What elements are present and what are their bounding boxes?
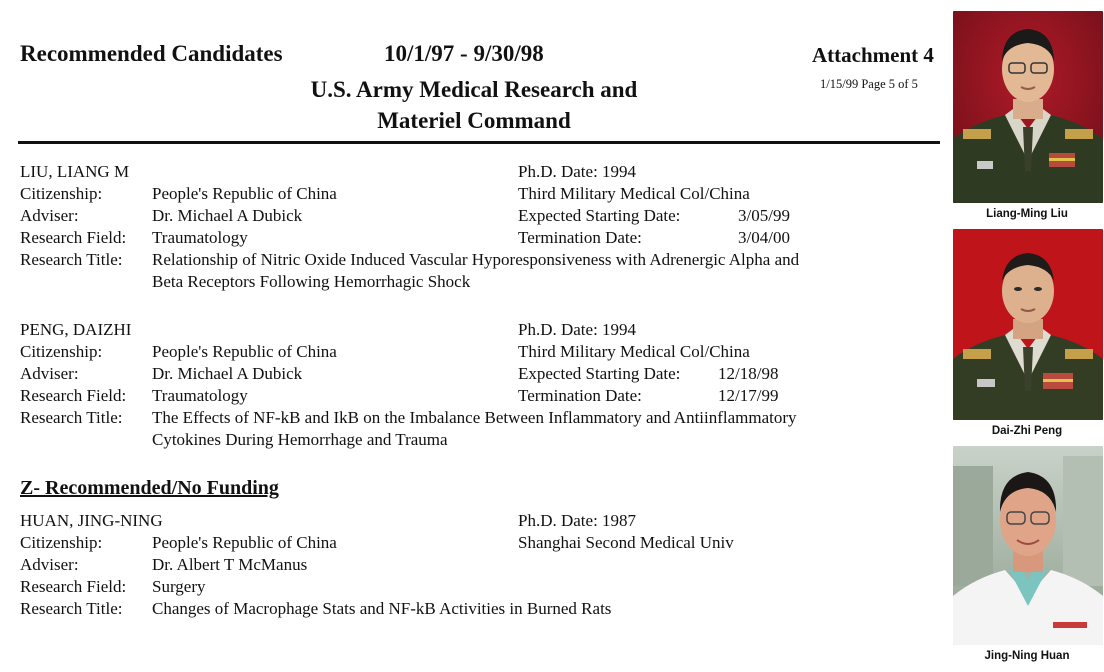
termination-label: Termination Date: <box>518 386 642 405</box>
period-range: 10/1/97 - 9/30/98 <box>384 41 544 66</box>
research-field-label: Research Field: <box>20 228 127 247</box>
research-title-value <box>152 249 892 293</box>
research-field-value: Traumatology <box>152 386 248 405</box>
expected-start-label: Expected Starting Date: <box>518 364 681 383</box>
portrait-caption-jing-ning-huan: Jing-Ning Huan <box>984 650 1070 662</box>
organization-line-1: U.S. Army Medical Research and <box>310 77 638 102</box>
citizenship-value: People's Republic of China <box>152 184 337 203</box>
candidate-record-huan <box>20 510 940 620</box>
termination-date: 12/17/99 <box>718 386 779 405</box>
citizenship-label: Citizenship: <box>20 184 103 203</box>
phd-date: Ph.D. Date: 1994 <box>518 162 637 181</box>
phd-date: Ph.D. Date: 1994 <box>518 320 637 339</box>
citizenship-value: People's Republic of China <box>152 533 337 552</box>
portrait-caption-dai-zhi-peng: Dai-Zhi Peng <box>991 425 1063 437</box>
section-heading-no-funding: Z- Recommended/No Funding <box>20 477 279 499</box>
adviser-label: Adviser: <box>20 555 79 574</box>
adviser-value: Dr. Michael A Dubick <box>152 206 303 225</box>
research-title-line-2: Cytokines During Hemorrhage and Trauma <box>152 430 448 449</box>
phd-date: Ph.D. Date: 1987 <box>518 511 637 530</box>
candidate-record-liu <box>20 161 940 293</box>
adviser-value: Dr. Albert T McManus <box>152 555 308 574</box>
institution-value: Third Military Medical Col/China <box>518 184 750 203</box>
expected-start-date: 3/05/99 <box>738 206 790 225</box>
citizenship-label: Citizenship: <box>20 533 103 552</box>
adviser-value: Dr. Michael A Dubick <box>152 364 303 383</box>
research-title-label: Research Title: <box>20 250 123 269</box>
portrait-photo-jing-ning-huan <box>953 446 1103 645</box>
page-info: 1/15/99 Page 5 of 5 <box>820 77 918 91</box>
termination-label: Termination Date: <box>518 228 642 247</box>
research-title-value <box>152 407 892 451</box>
candidate-name: LIU, LIANG M <box>20 162 130 181</box>
expected-start-date: 12/18/98 <box>718 364 779 383</box>
adviser-label: Adviser: <box>20 206 79 225</box>
research-title-line-1: Relationship of Nitric Oxide Induced Vascular Hyporesponsiveness with Adrenergic Alpha and <box>152 250 800 269</box>
header-divider <box>18 141 940 144</box>
research-title-label: Research Title: <box>20 408 123 427</box>
research-title-line-2: Beta Receptors Following Hemorrhagic Shock <box>152 272 471 291</box>
research-field-label: Research Field: <box>20 577 127 596</box>
research-title-label: Research Title: <box>20 599 123 618</box>
research-title-value: Changes of Macrophage Stats and NF-kB Activities in Burned Rats <box>152 599 612 618</box>
research-field-label: Research Field: <box>20 386 127 405</box>
citizenship-value: People's Republic of China <box>152 342 337 361</box>
termination-date: 3/04/00 <box>738 228 790 247</box>
candidate-name: PENG, DAIZHI <box>20 320 132 339</box>
document-title: Recommended Candidates <box>20 41 283 66</box>
expected-start-label: Expected Starting Date: <box>518 206 681 225</box>
candidate-name: HUAN, JING-NING <box>20 511 163 530</box>
organization-line-2: Materiel Command <box>377 108 571 133</box>
institution-value: Shanghai Second Medical Univ <box>518 533 734 552</box>
photo-column <box>950 0 1104 672</box>
portrait-photo-liang-ming-liu <box>953 11 1103 203</box>
candidate-record-peng <box>20 319 940 451</box>
citizenship-label: Citizenship: <box>20 342 103 361</box>
portrait-photo-dai-zhi-peng <box>953 229 1103 420</box>
research-title-line-1: The Effects of NF-kB and IkB on the Imbalance Between Inflammatory and Antiinflammatory <box>152 408 797 427</box>
institution-value: Third Military Medical Col/China <box>518 342 750 361</box>
research-field-value: Surgery <box>152 577 206 596</box>
portrait-caption-liang-ming-liu: Liang-Ming Liu <box>986 208 1068 220</box>
attachment-label: Attachment 4 <box>812 43 934 67</box>
adviser-label: Adviser: <box>20 364 79 383</box>
organization-name <box>290 74 658 136</box>
research-field-value: Traumatology <box>152 228 248 247</box>
